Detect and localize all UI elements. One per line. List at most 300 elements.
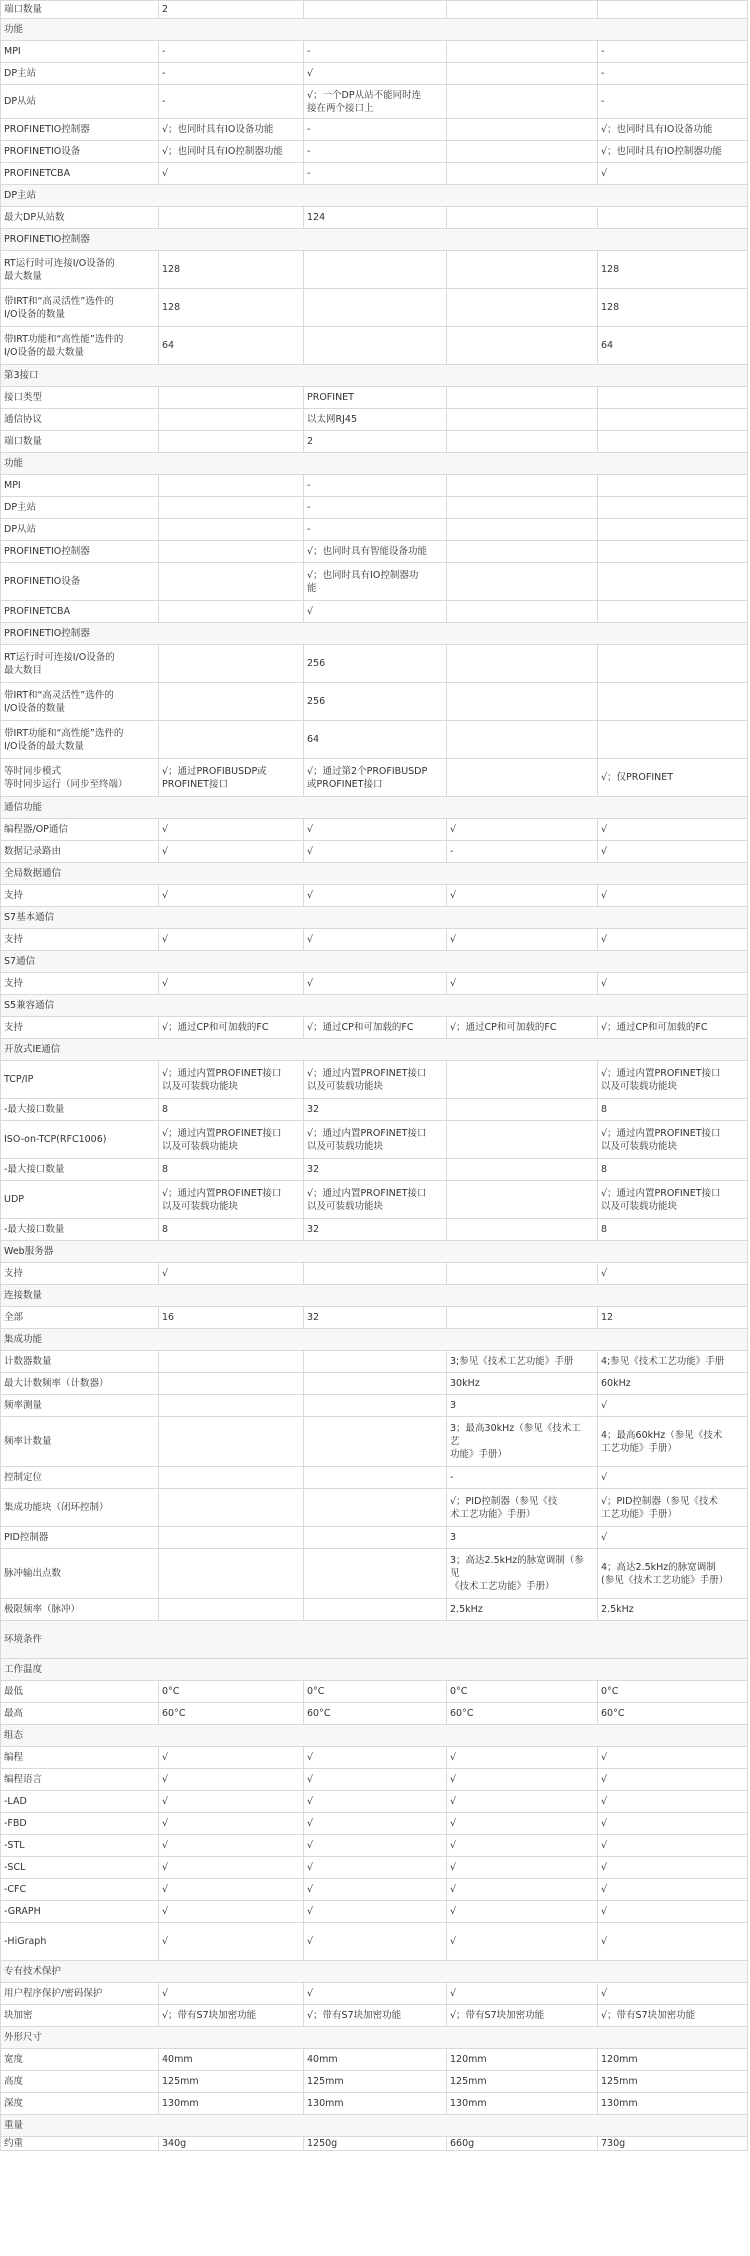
- table-row: [1, 1159, 748, 1181]
- row-label: 带IRT功能和“高性能”选件的 I/O设备的最大数量: [1, 721, 159, 759]
- table-cell: √: [159, 1857, 304, 1879]
- table-cell: [159, 207, 304, 229]
- table-row: [1, 1489, 748, 1527]
- row-label: 编程语言: [1, 1769, 159, 1791]
- table-cell: √；一个DP从站不能同时连 接在两个接口上: [304, 85, 447, 119]
- row-label: 最低: [1, 1681, 159, 1703]
- table-cell: √: [304, 885, 447, 907]
- table-row: [1, 1417, 748, 1467]
- section-title: S7通信: [1, 951, 748, 973]
- table-cell: √: [447, 1791, 598, 1813]
- table-cell: √；通过PROFIBUSDP或 PROFINET接口: [159, 759, 304, 797]
- row-label: 最高: [1, 1703, 159, 1725]
- table-row: [1, 497, 748, 519]
- section-row: [1, 365, 748, 387]
- table-row: [1, 1813, 748, 1835]
- table-row: [1, 759, 748, 797]
- table-cell: -: [159, 85, 304, 119]
- section-title: 开放式IE通信: [1, 1039, 748, 1061]
- table-cell: √: [159, 1769, 304, 1791]
- table-row: [1, 721, 748, 759]
- table-cell: √；通过内置PROFINET接口 以及可装载功能块: [159, 1061, 304, 1099]
- table-cell: 256: [304, 683, 447, 721]
- table-cell: 32: [304, 1099, 447, 1121]
- section-title: 通信功能: [1, 797, 748, 819]
- table-cell: [447, 721, 598, 759]
- table-cell: √: [159, 1791, 304, 1813]
- table-cell: 8: [159, 1159, 304, 1181]
- row-label: UDP: [1, 1181, 159, 1219]
- table-cell: [598, 519, 748, 541]
- table-cell: [304, 1467, 447, 1489]
- row-label: 支持: [1, 973, 159, 995]
- table-cell: √: [447, 1769, 598, 1791]
- section-title: 环境条件: [1, 1621, 748, 1659]
- table-cell: √: [304, 1901, 447, 1923]
- row-label: PROFINETIO控制器: [1, 119, 159, 141]
- table-cell: [159, 563, 304, 601]
- table-cell: √: [447, 1857, 598, 1879]
- table-cell: √: [447, 885, 598, 907]
- table-cell: [304, 1, 447, 19]
- table-cell: [159, 497, 304, 519]
- table-cell: [598, 409, 748, 431]
- table-cell: √: [304, 1813, 447, 1835]
- table-cell: [447, 289, 598, 327]
- table-cell: -: [598, 63, 748, 85]
- table-cell: 3: [447, 1527, 598, 1549]
- row-label: DP主站: [1, 497, 159, 519]
- table-cell: 2.5kHz: [598, 1599, 748, 1621]
- section-row: [1, 185, 748, 207]
- table-cell: [159, 1467, 304, 1489]
- table-row: [1, 1061, 748, 1099]
- section-title: 工作温度: [1, 1659, 748, 1681]
- row-label: 带IRT和“高灵活性”选件的 I/O设备的数量: [1, 683, 159, 721]
- table-row: [1, 1879, 748, 1901]
- table-cell: √；带有S7块加密功能: [447, 2005, 598, 2027]
- table-row: [1, 1307, 748, 1329]
- row-label: 全部: [1, 1307, 159, 1329]
- table-cell: [598, 683, 748, 721]
- table-cell: √: [598, 1769, 748, 1791]
- table-row: [1, 1467, 748, 1489]
- table-cell: √；通过第2个PROFIBUSDP 或PROFINET接口: [304, 759, 447, 797]
- table-cell: -: [304, 141, 447, 163]
- table-cell: 4;参见《技术工艺功能》手册: [598, 1351, 748, 1373]
- table-cell: √: [447, 1923, 598, 1961]
- table-cell: 16: [159, 1307, 304, 1329]
- row-label: 高度: [1, 2071, 159, 2093]
- section-row: [1, 2115, 748, 2137]
- table-cell: 730g: [598, 2137, 748, 2151]
- table-cell: 3;参见《技术工艺功能》手册: [447, 1351, 598, 1373]
- table-cell: [598, 1, 748, 19]
- table-cell: √: [159, 1835, 304, 1857]
- table-row: [1, 1747, 748, 1769]
- table-cell: [159, 475, 304, 497]
- table-cell: [447, 1263, 598, 1285]
- row-label: DP主站: [1, 63, 159, 85]
- table-row: [1, 475, 748, 497]
- table-cell: 60kHz: [598, 1373, 748, 1395]
- table-cell: √: [304, 1857, 447, 1879]
- table-cell: [447, 601, 598, 623]
- table-cell: [304, 327, 447, 365]
- table-row: [1, 683, 748, 721]
- row-label: 宽度: [1, 2049, 159, 2071]
- section-title: PROFINETIO控制器: [1, 623, 748, 645]
- table-cell: √: [159, 885, 304, 907]
- table-cell: [304, 1489, 447, 1527]
- table-cell: √: [159, 1983, 304, 2005]
- table-cell: 3；高达2.5kHz的脉宽调制（参 见 《技术工艺功能》手册）: [447, 1549, 598, 1599]
- row-label: DP从站: [1, 519, 159, 541]
- table-cell: -: [304, 519, 447, 541]
- table-cell: √；也同时具有IO设备功能: [159, 119, 304, 141]
- table-row: [1, 885, 748, 907]
- table-row: [1, 2137, 748, 2151]
- table-cell: [598, 645, 748, 683]
- table-cell: [447, 409, 598, 431]
- table-cell: √: [304, 63, 447, 85]
- table-row: [1, 1857, 748, 1879]
- table-cell: 2: [304, 431, 447, 453]
- table-cell: √: [598, 1791, 748, 1813]
- table-cell: √: [598, 929, 748, 951]
- table-cell: √: [447, 1879, 598, 1901]
- table-cell: 130mm: [159, 2093, 304, 2115]
- section-row: [1, 1961, 748, 1983]
- table-cell: [447, 645, 598, 683]
- table-cell: √；PID控制器（参见《技 术工艺功能》手册）: [447, 1489, 598, 1527]
- table-cell: [447, 251, 598, 289]
- section-title: 功能: [1, 453, 748, 475]
- row-label: 深度: [1, 2093, 159, 2115]
- table-row: [1, 1527, 748, 1549]
- table-cell: √: [304, 601, 447, 623]
- table-cell: 60°C: [304, 1703, 447, 1725]
- table-cell: [598, 207, 748, 229]
- row-label: -最大接口数量: [1, 1219, 159, 1241]
- section-row: [1, 863, 748, 885]
- table-row: [1, 327, 748, 365]
- table-cell: √: [304, 1769, 447, 1791]
- table-cell: √；也同时具有IO设备功能: [598, 119, 748, 141]
- table-row: [1, 1835, 748, 1857]
- table-cell: 以太网RJ45: [304, 409, 447, 431]
- table-row: [1, 1017, 748, 1039]
- row-label: 支持: [1, 885, 159, 907]
- table-cell: 32: [304, 1159, 447, 1181]
- table-row: [1, 119, 748, 141]
- table-cell: √: [447, 819, 598, 841]
- table-cell: 40mm: [304, 2049, 447, 2071]
- row-label: PROFINETIO控制器: [1, 541, 159, 563]
- row-label: -GRAPH: [1, 1901, 159, 1923]
- table-row: [1, 2005, 748, 2027]
- table-row: [1, 1599, 748, 1621]
- table-cell: √；通过CP和可加载的FC: [447, 1017, 598, 1039]
- row-label: -FBD: [1, 1813, 159, 1835]
- table-cell: √: [598, 1923, 748, 1961]
- table-cell: √: [598, 1983, 748, 2005]
- table-cell: √；也同时具有智能设备功能: [304, 541, 447, 563]
- table-cell: [447, 1061, 598, 1099]
- table-cell: √；也同时具有IO控制器功 能: [304, 563, 447, 601]
- table-cell: [159, 541, 304, 563]
- table-row: [1, 2049, 748, 2071]
- table-cell: [159, 387, 304, 409]
- table-cell: 60°C: [598, 1703, 748, 1725]
- table-cell: [598, 497, 748, 519]
- row-label: -最大接口数量: [1, 1099, 159, 1121]
- section-row: [1, 2027, 748, 2049]
- table-cell: √: [304, 1747, 447, 1769]
- table-cell: [447, 1219, 598, 1241]
- table-cell: [159, 431, 304, 453]
- table-row: [1, 431, 748, 453]
- row-label: MPI: [1, 475, 159, 497]
- section-title: 重量: [1, 2115, 748, 2137]
- table-cell: √；通过内置PROFINET接口 以及可装载功能块: [159, 1121, 304, 1159]
- table-row: [1, 1121, 748, 1159]
- table-cell: [304, 1373, 447, 1395]
- table-cell: PROFINET: [304, 387, 447, 409]
- table-cell: [447, 541, 598, 563]
- table-cell: √: [598, 973, 748, 995]
- section-row: [1, 623, 748, 645]
- table-cell: -: [304, 497, 447, 519]
- table-cell: √: [304, 1879, 447, 1901]
- section-title: PROFINETIO控制器: [1, 229, 748, 251]
- section-title: 外形尺寸: [1, 2027, 748, 2049]
- table-row: [1, 163, 748, 185]
- section-title: Web服务器: [1, 1241, 748, 1263]
- table-row: [1, 541, 748, 563]
- section-row: [1, 19, 748, 41]
- table-cell: -: [159, 41, 304, 63]
- table-cell: √: [159, 929, 304, 951]
- table-cell: 125mm: [598, 2071, 748, 2093]
- table-cell: √；通过内置PROFINET接口 以及可装载功能块: [304, 1121, 447, 1159]
- table-row: [1, 207, 748, 229]
- table-row: [1, 1099, 748, 1121]
- row-label: -最大接口数量: [1, 1159, 159, 1181]
- table-cell: [159, 645, 304, 683]
- row-label: -CFC: [1, 1879, 159, 1901]
- table-cell: 120mm: [598, 2049, 748, 2071]
- table-cell: 60°C: [159, 1703, 304, 1725]
- table-cell: √；也同时具有IO控制器功能: [598, 141, 748, 163]
- table-cell: √；通过CP和可加载的FC: [304, 1017, 447, 1039]
- table-cell: √；通过内置PROFINET接口 以及可装载功能块: [159, 1181, 304, 1219]
- table-cell: √: [598, 1901, 748, 1923]
- row-label: 接口类型: [1, 387, 159, 409]
- table-cell: √；带有S7块加密功能: [598, 2005, 748, 2027]
- table-cell: [159, 519, 304, 541]
- table-cell: 32: [304, 1219, 447, 1241]
- section-row: [1, 1285, 748, 1307]
- table-cell: [447, 141, 598, 163]
- section-title: 集成功能: [1, 1329, 748, 1351]
- table-cell: [447, 497, 598, 519]
- section-title: 组态: [1, 1725, 748, 1747]
- table-cell: √: [304, 1791, 447, 1813]
- table-cell: 130mm: [598, 2093, 748, 2115]
- section-title: 功能: [1, 19, 748, 41]
- table-cell: [447, 327, 598, 365]
- table-row: [1, 973, 748, 995]
- table-row: [1, 1901, 748, 1923]
- table-row: [1, 1263, 748, 1285]
- table-cell: [447, 759, 598, 797]
- row-label: 通信协议: [1, 409, 159, 431]
- table-cell: √: [598, 885, 748, 907]
- table-cell: 0°C: [447, 1681, 598, 1703]
- section-title: 第3接口: [1, 365, 748, 387]
- table-row: [1, 1703, 748, 1725]
- table-cell: 30kHz: [447, 1373, 598, 1395]
- section-title: 全局数据通信: [1, 863, 748, 885]
- table-cell: [304, 1527, 447, 1549]
- table-cell: [598, 541, 748, 563]
- table-cell: [447, 431, 598, 453]
- table-cell: √: [447, 1747, 598, 1769]
- table-cell: √；通过内置PROFINET接口 以及可装载功能块: [598, 1061, 748, 1099]
- table-cell: -: [598, 41, 748, 63]
- table-cell: √；带有S7块加密功能: [304, 2005, 447, 2027]
- table-cell: √: [159, 1901, 304, 1923]
- row-label: DP从站: [1, 85, 159, 119]
- table-row: [1, 409, 748, 431]
- table-cell: [304, 1395, 447, 1417]
- table-cell: -: [598, 85, 748, 119]
- row-label: 支持: [1, 1017, 159, 1039]
- table-cell: √: [304, 929, 447, 951]
- row-label: 带IRT和“高灵活性”选件的 I/O设备的数量: [1, 289, 159, 327]
- table-cell: 2: [159, 1, 304, 19]
- table-cell: √；通过内置PROFINET接口 以及可装载功能块: [598, 1121, 748, 1159]
- table-cell: 128: [598, 289, 748, 327]
- row-label: 数据记录路由: [1, 841, 159, 863]
- section-row: [1, 453, 748, 475]
- table-cell: [159, 1351, 304, 1373]
- table-cell: 2.5kHz: [447, 1599, 598, 1621]
- section-row: [1, 1241, 748, 1263]
- table-row: [1, 1549, 748, 1599]
- table-cell: [447, 41, 598, 63]
- row-label: TCP/IP: [1, 1061, 159, 1099]
- table-cell: 0°C: [598, 1681, 748, 1703]
- table-row: [1, 929, 748, 951]
- section-title: S7基本通信: [1, 907, 748, 929]
- table-cell: -: [304, 475, 447, 497]
- row-label: RT运行时可连接I/O设备的 最大数目: [1, 645, 159, 683]
- table-cell: √: [159, 1923, 304, 1961]
- table-cell: 128: [598, 251, 748, 289]
- table-cell: [598, 475, 748, 497]
- table-cell: [447, 163, 598, 185]
- table-cell: 120mm: [447, 2049, 598, 2071]
- table-cell: [159, 1549, 304, 1599]
- table-cell: √: [598, 1747, 748, 1769]
- table-cell: √: [447, 1835, 598, 1857]
- row-label: 端口数量: [1, 1, 159, 19]
- table-cell: [159, 1599, 304, 1621]
- table-cell: [447, 563, 598, 601]
- row-label: PID控制器: [1, 1527, 159, 1549]
- row-label: MPI: [1, 41, 159, 63]
- section-row: [1, 1725, 748, 1747]
- table-row: [1, 1983, 748, 2005]
- row-label: 用户程序保护/密码保护: [1, 1983, 159, 2005]
- table-row: [1, 63, 748, 85]
- table-row: [1, 1351, 748, 1373]
- table-cell: [159, 601, 304, 623]
- table-cell: √: [598, 819, 748, 841]
- table-cell: 0°C: [304, 1681, 447, 1703]
- table-cell: [598, 563, 748, 601]
- table-cell: 12: [598, 1307, 748, 1329]
- section-title: DP主站: [1, 185, 748, 207]
- table-cell: 125mm: [304, 2071, 447, 2093]
- table-cell: 130mm: [447, 2093, 598, 2115]
- table-row: [1, 1219, 748, 1241]
- table-cell: √: [304, 1835, 447, 1857]
- table-cell: √；也同时具有IO控制器功能: [159, 141, 304, 163]
- table-row: [1, 563, 748, 601]
- row-label: -HiGraph: [1, 1923, 159, 1961]
- table-cell: [447, 63, 598, 85]
- row-label: RT运行时可连接I/O设备的 最大数量: [1, 251, 159, 289]
- table-cell: [447, 683, 598, 721]
- table-cell: 660g: [447, 2137, 598, 2151]
- table-cell: √: [598, 1857, 748, 1879]
- row-label: 脉冲输出点数: [1, 1549, 159, 1599]
- table-row: [1, 1681, 748, 1703]
- table-cell: √: [598, 1395, 748, 1417]
- table-row: [1, 85, 748, 119]
- section-title: S5兼容通信: [1, 995, 748, 1017]
- table-cell: [159, 1527, 304, 1549]
- table-row: [1, 1, 748, 19]
- row-label: 频率测量: [1, 1395, 159, 1417]
- table-cell: [447, 1181, 598, 1219]
- table-cell: 3: [447, 1395, 598, 1417]
- table-cell: 8: [598, 1219, 748, 1241]
- table-cell: √: [598, 1467, 748, 1489]
- table-cell: 125mm: [447, 2071, 598, 2093]
- section-title: 连接数量: [1, 1285, 748, 1307]
- table-row: [1, 819, 748, 841]
- section-row: [1, 229, 748, 251]
- table-cell: [598, 721, 748, 759]
- table-cell: √: [159, 1813, 304, 1835]
- table-cell: 256: [304, 645, 447, 683]
- table-cell: 32: [304, 1307, 447, 1329]
- table-cell: [447, 85, 598, 119]
- table-cell: 64: [159, 327, 304, 365]
- table-cell: √: [304, 1983, 447, 2005]
- row-label: 等时同步模式 等时同步运行（同步至终端）: [1, 759, 159, 797]
- row-label: PROFINETIO设备: [1, 563, 159, 601]
- table-row: [1, 1373, 748, 1395]
- table-cell: √: [304, 1923, 447, 1961]
- table-cell: [447, 519, 598, 541]
- table-cell: [159, 1373, 304, 1395]
- table-cell: [447, 1099, 598, 1121]
